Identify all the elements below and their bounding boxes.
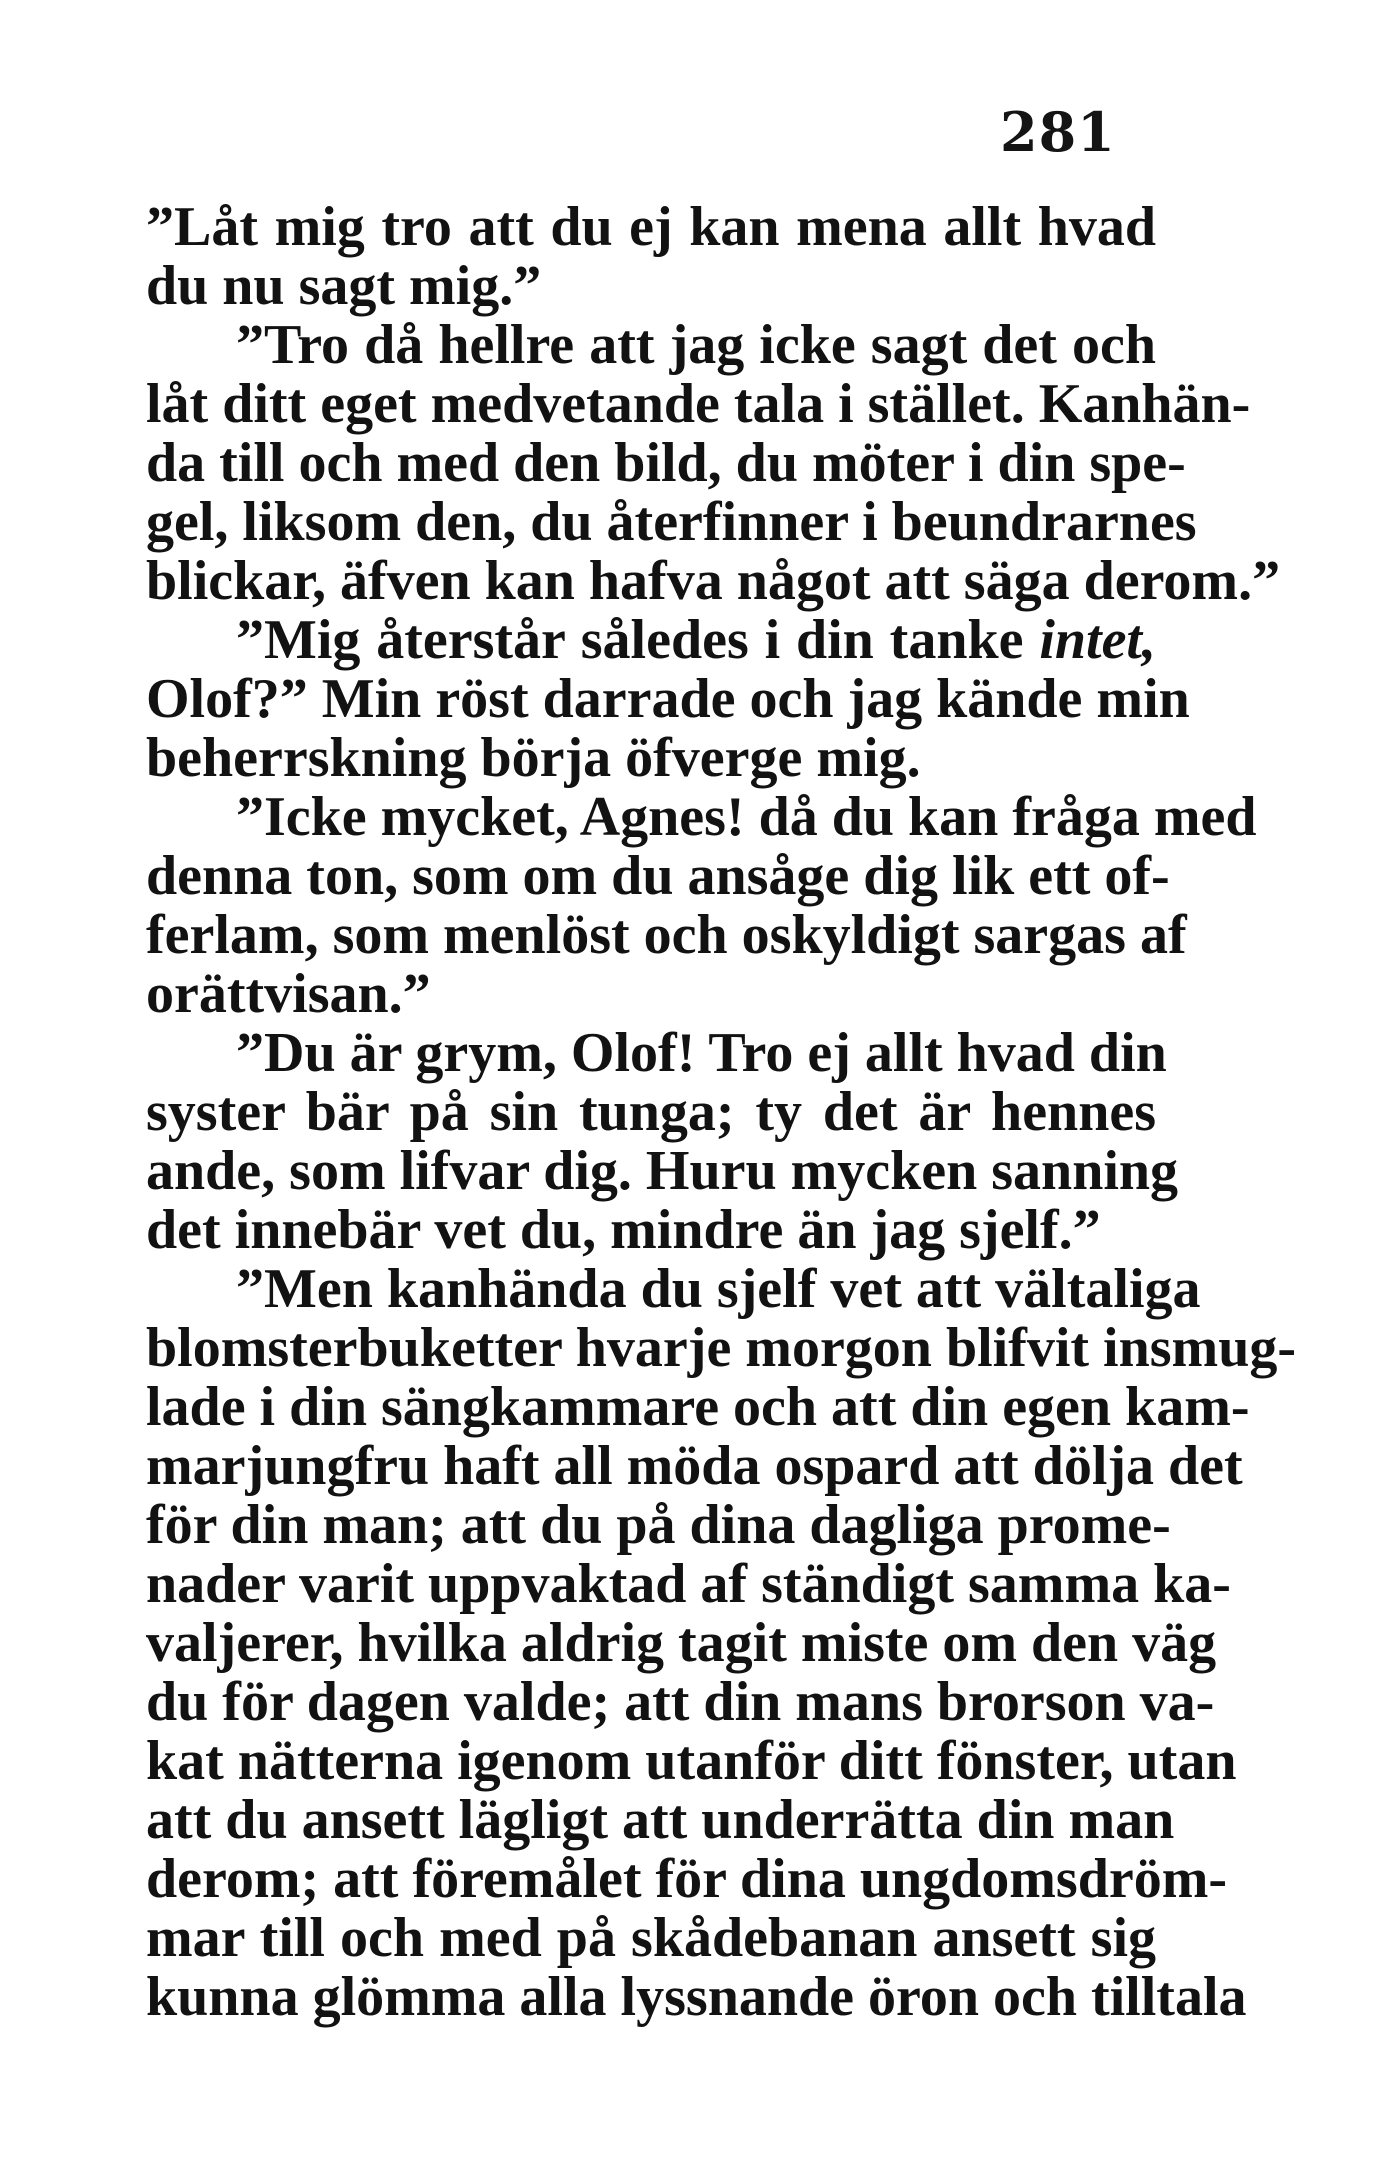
text-line: valjerer, hvilka aldrig tagit miste om den väg [146, 1612, 1217, 1674]
text-line: kat nätterna igenom utanför ditt fönster, utan [146, 1730, 1237, 1792]
italic-word: intet, [1039, 609, 1156, 671]
text-line: kunna glömma alla lyssnande öron och tilltala [146, 1966, 1247, 2028]
text-line: ferlam, som menlöst och oskyldigt sargas af [146, 904, 1187, 966]
text-line: blickar, äfven kan hafva något att säga derom.” [146, 550, 1281, 612]
text-line: ande, som lifvar dig. Huru mycken sanning [146, 1140, 1179, 1202]
text-line: det innebär vet du, mindre än jag sjelf.” [146, 1199, 1101, 1261]
text-line: beherrskning börja öfverge mig. [146, 727, 921, 789]
text-line: denna ton, som om du ansåge dig lik ett of- [146, 845, 1170, 907]
text-line: du nu sagt mig.” [146, 255, 542, 317]
text-line: syster bär på sin tunga; ty det är hennes [146, 1081, 1156, 1143]
text-line: ”Tro då hellre att jag icke sagt det och [236, 314, 1156, 376]
text-segment: ”Mig återstår således i din tanke [236, 609, 1024, 671]
body-text [146, 196, 1296, 2028]
text-line: att du ansett lägligt att underrätta din man [146, 1789, 1175, 1851]
text-line [146, 611, 1156, 670]
text-line: orättvisan.” [146, 963, 431, 1025]
text-line: ”Låt mig tro att du ej kan mena allt hvad [146, 196, 1156, 258]
text-line: ”Icke mycket, Agnes! då du kan fråga med [236, 786, 1257, 848]
text-line: Olof?” Min röst darrade och jag kände min [146, 668, 1190, 730]
text-line: nader varit uppvaktad af ständigt samma ka- [146, 1553, 1231, 1615]
page-number: 281 [1000, 100, 1116, 164]
text-line: da till och med den bild, du möter i din spe- [146, 432, 1186, 494]
text-line: låt ditt eget medvetande tala i stället. Kanhän- [146, 373, 1251, 435]
text-line: blomsterbuketter hvarje morgon blifvit insmug- [146, 1317, 1296, 1379]
text-line: mar till och med på skådebanan ansett sig [146, 1907, 1156, 1969]
text-line: gel, liksom den, du återfinner i beundrarnes [146, 491, 1197, 553]
text-line: ”Men kanhända du sjelf vet att vältaliga [236, 1258, 1201, 1320]
text-line: för din man; att du på dina dagliga prome- [146, 1494, 1171, 1556]
text-line: derom; att föremålet för dina ungdomsdröm- [146, 1848, 1228, 1910]
text-line: marjungfru haft all möda ospard att dölja det [146, 1435, 1243, 1497]
text-line: ”Du är grym, Olof! Tro ej allt hvad din [236, 1022, 1167, 1084]
text-line: du för dagen valde; att din mans brorson va- [146, 1671, 1215, 1733]
text-line: lade i din sängkammare och att din egen kam- [146, 1376, 1250, 1438]
